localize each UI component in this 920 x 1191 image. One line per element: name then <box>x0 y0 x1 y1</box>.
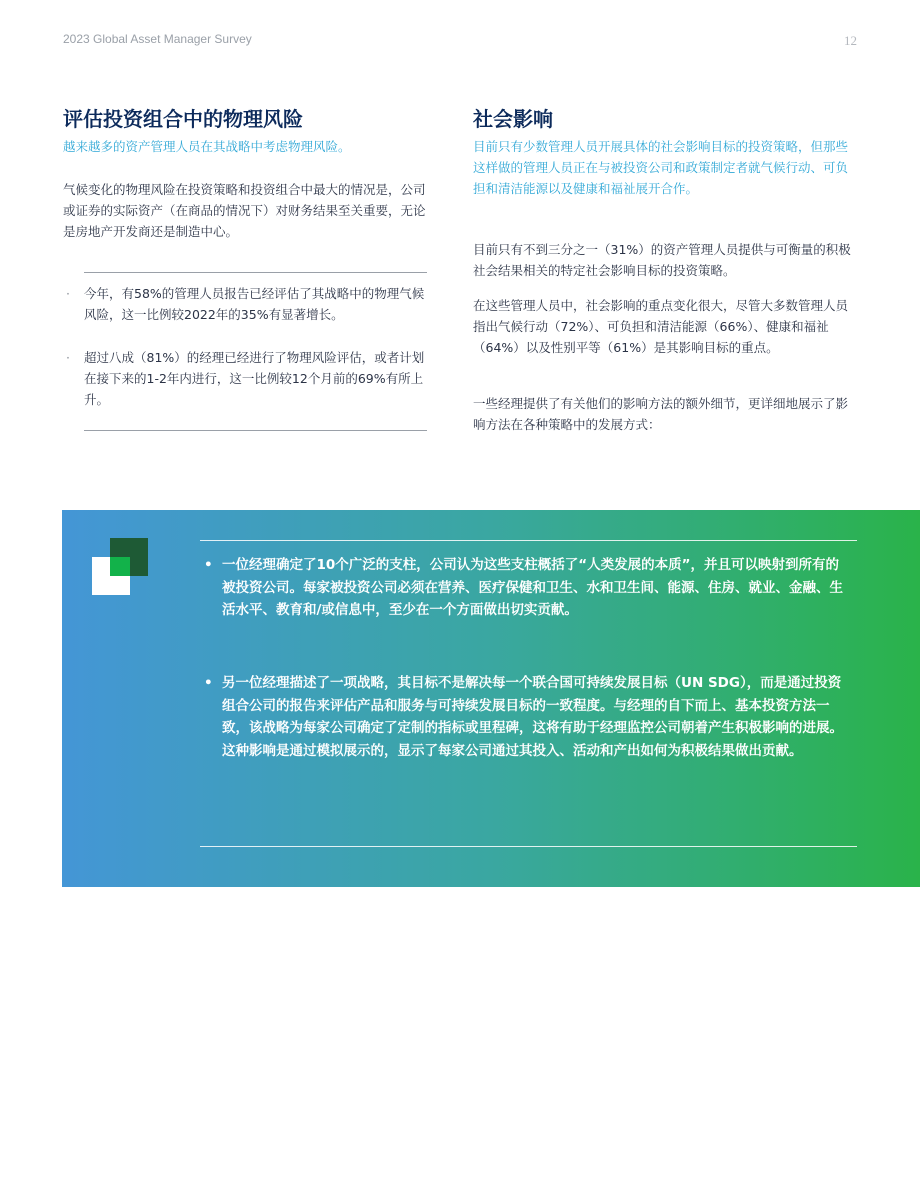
section-title-physical-risk: 评估投资组合中的物理风险 <box>63 107 303 131</box>
examples-banner <box>62 510 920 887</box>
bullet-text: 超过八成（81%）的经理已经进行了物理风险评估，或者计划在接下来的1-2年内进行，这一比例较12个月前的69%有所上升。 <box>84 350 425 407</box>
bullet-dot: • <box>204 675 213 691</box>
section-subtitle-social-impact: 目前只有少数管理人员开展具体的社会影响目标的投资策略，但那些这样做的管理人员正在与被投资公司和政策制定者就气候行动、可负担和清洁能源以及健康和福祉展开合作。 <box>473 139 849 196</box>
social-impact-section <box>473 104 857 435</box>
banner-bullet-item <box>204 672 844 762</box>
physical-risk-intro: 气候变化的物理风险在投资策略和投资组合中最大的情况是，公司或证券的实际资产（在商品的情况下）对财务结果至关重要，无论是房地产开发商还是制造中心。 <box>63 182 426 239</box>
banner-bullets-1 <box>204 554 844 622</box>
logo-squares-icon <box>92 538 150 596</box>
social-impact-para-1: 目前只有不到三分之一（31%）的资产管理人员提供与可衡量的积极社会结果相关的特定社会影响目标的投资策略。 <box>473 242 851 278</box>
social-impact-para-3: 一些经理提供了有关他们的影响方法的额外细节，更详细地展示了影响方法在各种策略中的发展方式： <box>473 396 849 432</box>
banner-bullet-item <box>204 554 844 622</box>
physical-risk-section <box>63 104 429 431</box>
banner-bullet-text: 另一位经理描述了一项战略，其目标不是解决每一个联合国可持续发展目标（UN SDG），而是通过投资组合公司的报告来评估产品和服务与可持续发展目标的一致程度。与经理的自下而上、基本投资方法一致，该战略为每家公司确定了定制的指标或里程碑，这将有助于经理监控公司朝着产生积极影响的进展。这种影响是通过模拟展示的，显示了每家公司通过其投入、活动和产出如何为积极结果做出贡献。 <box>222 675 843 759</box>
bullet-dot: · <box>66 350 70 365</box>
report-title: 2023 Global Asset Manager Survey <box>63 32 252 46</box>
banner-divider-top <box>200 540 857 541</box>
bullet-item <box>63 347 429 410</box>
social-impact-para-2: 在这些管理人员中，社会影响的重点变化很大，尽管大多数管理人员指出气候行动（72%）、可负担和清洁能源（66%）、健康和福祉（64%）以及性别平等（61%）是其影响目标的重点。 <box>473 298 849 355</box>
banner-divider-bottom <box>200 846 857 847</box>
section-title-social-impact: 社会影响 <box>473 107 553 131</box>
physical-risk-bullets <box>63 283 429 410</box>
divider-bottom <box>84 430 427 431</box>
bullet-dot: · <box>66 286 70 301</box>
section-subtitle-physical-risk: 越来越多的资产管理人员在其战略中考虑物理风险。 <box>63 139 351 154</box>
banner-bullet-text: 一位经理确定了10个广泛的支柱，公司认为这些支柱概括了“人类发展的本质”，并且可以映射到所有的被投资公司。每家被投资公司必须在营养、医疗保健和卫生、水和卫生间、能源、住房、就业、金融、生活水平、教育和/或信息中，至少在一个方面做出切实贡献。 <box>222 557 843 618</box>
divider-top <box>84 272 427 273</box>
bullet-text: 今年，有58%的管理人员报告已经评估了其战略中的物理气候风险，这一比例较2022年的35%有显著增长。 <box>84 286 425 322</box>
bullet-item <box>63 283 429 325</box>
bullet-dot: • <box>204 557 213 573</box>
banner-bullets-2 <box>204 672 844 762</box>
page-number: 12 <box>844 33 857 48</box>
